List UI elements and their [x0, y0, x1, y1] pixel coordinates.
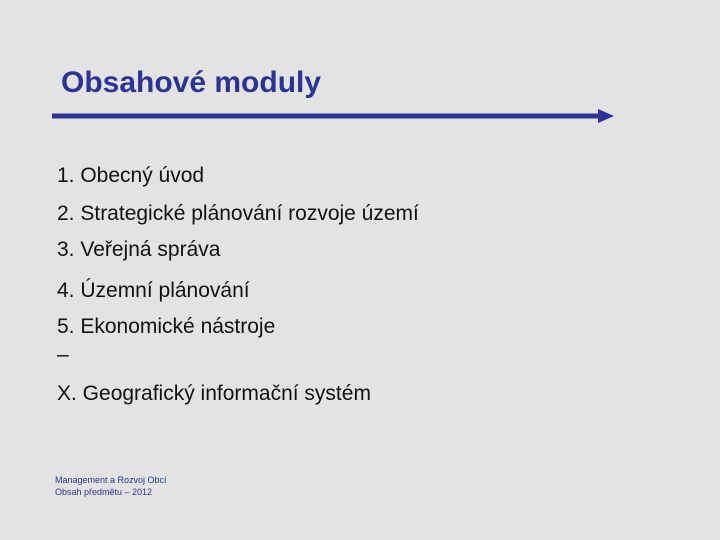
slide-title: Obsahové moduly [61, 66, 322, 99]
list-item: X. Geografický informační systém [57, 382, 371, 405]
list-separator: – [57, 343, 69, 366]
list-item: 5. Ekonomické nástroje [57, 315, 276, 338]
slide-footer [55, 474, 167, 498]
footer-course-name: Management a Rozvoj Obcí [55, 475, 167, 485]
list-item: 2. Strategické plánování rozvoje území [57, 202, 419, 225]
title-underline-arrow [52, 106, 614, 126]
list-item: 3. Veřejná správa [57, 238, 221, 261]
list-item: 1. Obecný úvod [57, 164, 205, 187]
list-item: 4. Územní plánování [57, 279, 250, 302]
footer-subtitle: Obsah předmětu – 2012 [55, 487, 153, 497]
